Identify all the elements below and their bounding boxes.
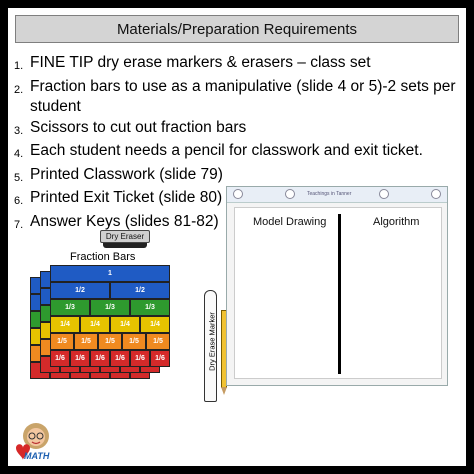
list-item [14,141,464,165]
fraction-bar-cell: 1/6 [150,350,170,367]
fraction-bar-row [50,299,170,316]
fraction-bar-cell: 1/5 [98,333,122,350]
whiteboard-divider [338,214,341,374]
list-item-number: 3. [14,124,24,137]
list-item [14,118,464,142]
list-item [14,165,464,189]
fraction-bar-cell: 1/2 [110,282,170,299]
list-item-text: Answer Keys (slides 81-82) [30,212,219,230]
fraction-bar-cell: 1/5 [50,333,74,350]
list-item-number: 6. [14,195,24,207]
whiteboard-image [226,186,448,386]
dry-erase-marker-icon [204,290,217,402]
fraction-bars-title: Fraction Bars [70,251,136,263]
list-item-number: 1. [14,60,24,72]
fraction-bar-cell: 1/3 [90,299,130,316]
list-item-number: 5. [14,171,24,184]
eraser-base [103,243,147,248]
list-item-number: 2. [14,83,24,96]
ring-icon [233,189,243,199]
fraction-bar-row [50,265,170,282]
fraction-bar-row [50,333,170,350]
fraction-bar-set [50,265,170,367]
fraction-bar-cell: 1/6 [90,350,110,367]
algorithm-heading: Algorithm [373,216,420,228]
fraction-bar-cell: 1/4 [110,316,140,333]
list-item [14,77,464,118]
fraction-bar-row [50,316,170,333]
fraction-bar-cell: 1/5 [122,333,146,350]
fraction-bar-cell: 1/6 [130,350,150,367]
ring-icon [379,189,389,199]
list-item-text: Printed Classwork (slide 79) [30,165,223,183]
fraction-bar-cell: 1/3 [130,299,170,316]
whiteboard-surface [234,207,442,379]
list-item-text: Scissors to cut out fraction bars [30,118,247,136]
whiteboard-tag: Teachings in Tanner [307,191,352,197]
fraction-bar-cell: 1/6 [70,350,90,367]
ring-icon [431,189,441,199]
fraction-bar-cell: 1/4 [80,316,110,333]
dry-eraser-icon: Dry Eraser [100,230,150,243]
fraction-bar-row [50,282,170,299]
whiteboard-top [227,187,447,203]
logo-text: MATH [24,451,50,461]
page-title: Materials/Preparation Requirements [15,15,459,43]
list-item-text: Printed Exit Ticket (slide 80) [30,189,223,206]
fraction-bar-cell: 1/3 [50,299,90,316]
model-drawing-heading: Model Drawing [253,216,327,228]
slide [8,8,466,466]
ring-icon [285,189,295,199]
fraction-bar-cell: 1/2 [50,282,110,299]
list-item-text: Each student needs a pencil for classwork and exit ticket. [30,142,423,159]
math-logo [10,418,58,464]
list-item-number: 4. [14,148,24,160]
list-item [14,53,464,77]
fraction-bar-cell: 1/6 [110,350,130,367]
list-item-text: FINE TIP dry erase markers & erasers – class set [30,54,371,71]
pencil-tip [221,387,227,395]
fraction-bar-row [50,350,170,367]
fraction-bars-image [30,265,180,395]
fraction-bar-cell: 1/5 [74,333,98,350]
fraction-bar-cell: 1/5 [146,333,170,350]
fraction-bar-cell: 1/6 [50,350,70,367]
fraction-bar-cell: 1 [50,265,170,282]
list-item-number: 7. [14,218,24,231]
list-item-text: Fraction bars to use as a manipulative (slide 4 or 5)-2 sets per student [30,77,456,115]
marker-label: Dry Erase Marker [207,312,217,371]
fraction-bar-cell: 1/4 [50,316,80,333]
fraction-bar-cell: 1/4 [140,316,170,333]
